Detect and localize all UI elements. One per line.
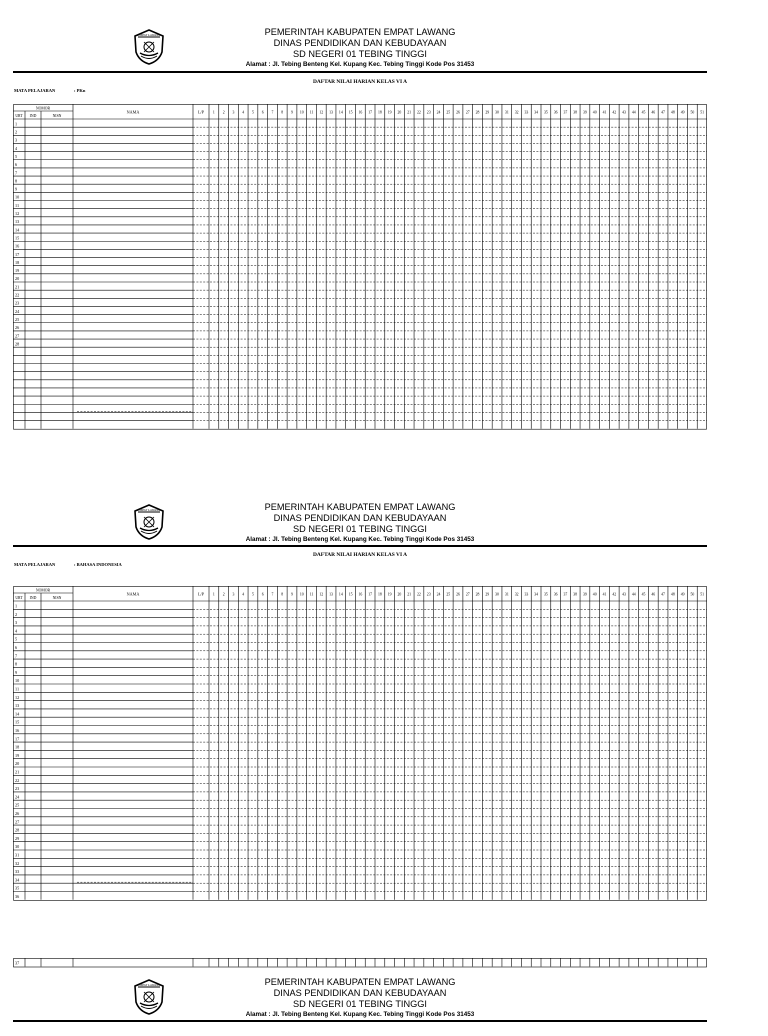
header-score-col: 50 xyxy=(690,592,695,597)
header-score-col: 31 xyxy=(504,110,509,115)
header-score-col: 37 xyxy=(563,592,568,597)
row-number: 29 xyxy=(15,835,20,841)
row-number: 36 xyxy=(15,894,20,899)
row-number: 10 xyxy=(15,194,20,200)
grade-table-overflow-grid xyxy=(13,958,707,968)
row-number: 24 xyxy=(15,794,20,800)
header-score-col: 20 xyxy=(397,592,402,597)
row-number: 17 xyxy=(15,251,20,257)
header-rule-1 xyxy=(13,71,707,73)
header-score-col: 30 xyxy=(495,110,499,115)
row-number: 18 xyxy=(15,259,20,265)
header-score-col: 24 xyxy=(436,592,441,597)
header-line-3: SD NEGERI 01 TEBING TINGGI xyxy=(293,999,427,1009)
svg-text:EMPAT LAWANG: EMPAT LAWANG xyxy=(137,508,161,512)
header-address: Alamat : Jl. Tebing Benteng Kel. Kupang Kec. Tebing Tinggi Kode Pos 31453 xyxy=(245,1011,475,1018)
header-line-1: PEMERINTAH KABUPATEN EMPAT LAWANG xyxy=(264,27,456,37)
header-score-col: 27 xyxy=(465,592,470,597)
header-score-col: 12 xyxy=(319,110,324,115)
header-line-3: SD NEGERI 01 TEBING TINGGI xyxy=(293,524,427,534)
row-number: 21 xyxy=(15,769,20,775)
header-score-col: 49 xyxy=(680,592,685,597)
header-score-col: 19 xyxy=(387,110,392,115)
header-score-col: 21 xyxy=(407,592,412,597)
subject-row-2 xyxy=(14,562,122,567)
header-line-2: DINAS PENDIDIKAN DAN KEBUDAYAAN xyxy=(273,38,447,48)
header-score-col: 4 xyxy=(242,592,245,597)
row-number: 19 xyxy=(15,752,20,758)
header-score-col: 29 xyxy=(485,592,490,597)
letterhead-1 xyxy=(0,26,768,86)
header-score-col: 40 xyxy=(592,110,597,115)
row-number: 6 xyxy=(15,645,18,650)
row-number: 30 xyxy=(15,844,20,850)
header-ind: IND xyxy=(29,114,37,118)
header-score-col: 41 xyxy=(602,592,607,597)
row-number: 3 xyxy=(15,620,18,626)
row-number: 33 xyxy=(15,869,20,875)
header-score-col: 38 xyxy=(573,110,578,115)
header-score-col: 28 xyxy=(475,592,480,597)
header-score-col: 32 xyxy=(514,110,519,115)
row-number: 14 xyxy=(15,227,20,233)
header-score-col: 12 xyxy=(319,592,324,597)
header-score-col: 17 xyxy=(368,592,373,597)
row-number: 9 xyxy=(15,186,18,192)
grade-table-2-overflow xyxy=(13,958,707,968)
header-score-col: 21 xyxy=(407,110,412,115)
row-number: 19 xyxy=(15,268,20,274)
header-score-col: 36 xyxy=(553,592,558,597)
header-score-col: 23 xyxy=(426,110,431,115)
header-score-col: 50 xyxy=(690,110,695,115)
header-score-col: 16 xyxy=(358,592,363,597)
row-number: 23 xyxy=(15,786,20,792)
row-number: 26 xyxy=(15,811,20,816)
row-number: 3 xyxy=(15,137,18,143)
header-rule-3 xyxy=(13,1020,707,1022)
svg-text:EMPAT LAWANG: EMPAT LAWANG xyxy=(137,983,161,987)
row-number: 15 xyxy=(15,719,20,725)
header-score-col: 13 xyxy=(329,592,333,597)
header-urt: URT xyxy=(15,596,23,600)
header-score-col: 25 xyxy=(446,110,451,115)
header-address: Alamat : Jl. Tebing Benteng Kel. Kupang Kec. Tebing Tinggi Kode Pos 31453 xyxy=(245,61,475,68)
subject-row-1 xyxy=(14,88,85,93)
header-score-col: 51 xyxy=(700,592,705,597)
header-score-col: 18 xyxy=(377,592,382,597)
header-score-col: 45 xyxy=(641,592,646,597)
header-score-col: 2 xyxy=(222,110,225,115)
row-number: 12 xyxy=(15,211,20,216)
row-number: 8 xyxy=(15,661,18,667)
row-number: 13 xyxy=(15,219,20,225)
header-score-col: 8 xyxy=(281,110,284,115)
row-number: 12 xyxy=(15,694,20,700)
row-number: 20 xyxy=(15,276,20,282)
row-number: 9 xyxy=(15,669,18,675)
header-lp: L/P xyxy=(197,591,205,597)
row-number: 7 xyxy=(15,653,18,659)
header-score-col: 26 xyxy=(456,110,460,115)
row-number: 10 xyxy=(15,678,20,684)
header-score-col: 43 xyxy=(622,592,626,597)
header-score-col: 31 xyxy=(504,592,509,597)
row-number: 2 xyxy=(15,611,18,617)
header-score-col: 8 xyxy=(281,592,284,597)
header-score-col: 37 xyxy=(563,110,568,115)
header-score-col: 22 xyxy=(417,110,421,115)
header-score-col: 6 xyxy=(261,110,264,115)
header-score-col: 16 xyxy=(358,110,363,115)
header-nisn: NISN xyxy=(52,114,62,118)
row-number: 13 xyxy=(15,703,20,709)
row-number: 24 xyxy=(15,308,20,314)
row-number: 16 xyxy=(15,243,20,249)
grade-table-grid xyxy=(13,586,707,901)
header-score-col: 11 xyxy=(309,110,314,115)
header-score-col: 3 xyxy=(232,592,235,597)
header-score-col: 23 xyxy=(426,592,431,597)
row-number: 5 xyxy=(15,636,18,642)
header-score-col: 40 xyxy=(592,592,597,597)
subject-value: : BAHASA INDONESIA xyxy=(74,562,122,567)
row-number: 22 xyxy=(15,777,20,783)
header-score-col: 5 xyxy=(251,592,254,597)
header-score-col: 11 xyxy=(309,592,314,597)
row-number: 5 xyxy=(15,153,18,159)
header-score-col: 43 xyxy=(622,110,626,115)
header-score-col: 46 xyxy=(651,110,656,115)
header-score-col: 48 xyxy=(670,592,675,597)
header-score-col: 24 xyxy=(436,110,441,115)
header-score-col: 1 xyxy=(212,110,215,115)
header-score-col: 19 xyxy=(387,592,392,597)
header-line-1: PEMERINTAH KABUPATEN EMPAT LAWANG xyxy=(264,977,456,987)
header-score-col: 14 xyxy=(338,110,343,115)
header-score-col: 33 xyxy=(524,592,529,597)
header-score-col: 25 xyxy=(446,592,451,597)
header-ind: IND xyxy=(29,596,37,600)
svg-text:EMPAT LAWANG: EMPAT LAWANG xyxy=(137,33,161,37)
header-score-col: 10 xyxy=(299,592,304,597)
header-score-col: 9 xyxy=(291,110,293,115)
row-number: 18 xyxy=(15,744,20,750)
subject-value: : PKn xyxy=(74,88,86,93)
header-score-col: 1 xyxy=(212,592,215,597)
header-score-col: 27 xyxy=(465,110,470,115)
header-score-col: 42 xyxy=(612,110,617,115)
grade-table-1 xyxy=(13,104,707,430)
header-lp: L/P xyxy=(197,109,205,115)
header-score-col: 6 xyxy=(261,592,264,597)
header-nama: NAMA xyxy=(126,591,140,597)
header-score-col: 47 xyxy=(661,110,665,115)
header-line-1: PEMERINTAH KABUPATEN EMPAT LAWANG xyxy=(264,502,456,512)
header-score-col: 51 xyxy=(700,110,705,115)
row-number: 11 xyxy=(15,202,20,208)
row-number: 31 xyxy=(15,852,20,858)
header-score-col: 28 xyxy=(475,110,480,115)
header-score-col: 20 xyxy=(397,110,402,115)
header-score-col: 5 xyxy=(251,110,254,115)
header-score-col: 42 xyxy=(612,592,617,597)
document-title-1: DAFTAR NILAI HARIAN KELAS VI A xyxy=(312,79,407,85)
row-number: 23 xyxy=(15,300,20,306)
header-score-col: 9 xyxy=(291,592,293,597)
row-number: 2 xyxy=(15,129,18,135)
header-score-col: 39 xyxy=(583,592,587,597)
header-score-col: 10 xyxy=(299,110,304,115)
row-number: 28 xyxy=(15,341,20,347)
header-score-col: 3 xyxy=(232,110,235,115)
header-score-col: 7 xyxy=(271,110,274,115)
row-number: 20 xyxy=(15,761,20,767)
header-nomor: NOMOR xyxy=(35,588,51,593)
header-rule-2 xyxy=(13,545,707,547)
row-number: 15 xyxy=(15,235,20,241)
header-score-col: 48 xyxy=(670,110,675,115)
row-number: 4 xyxy=(15,628,18,634)
header-score-col: 34 xyxy=(534,592,539,597)
row-number: 21 xyxy=(15,284,20,290)
header-score-col: 26 xyxy=(456,592,460,597)
row-number: 27 xyxy=(15,333,20,339)
row-number: 26 xyxy=(15,325,20,331)
header-score-col: 15 xyxy=(348,110,353,115)
row-number: 11 xyxy=(15,686,20,692)
row-number: 22 xyxy=(15,292,20,298)
grade-table-2 xyxy=(13,586,707,901)
subject-label: MATA PELAJARAN xyxy=(14,88,56,93)
header-score-col: 13 xyxy=(329,110,333,115)
header-line-2: DINAS PENDIDIKAN DAN KEBUDAYAAN xyxy=(273,513,447,523)
header-score-col: 29 xyxy=(485,110,490,115)
header-address: Alamat : Jl. Tebing Benteng Kel. Kupang Kec. Tebing Tinggi Kode Pos 31453 xyxy=(245,536,475,543)
header-score-col: 45 xyxy=(641,110,646,115)
header-score-col: 39 xyxy=(583,110,587,115)
row-number: 35 xyxy=(15,885,20,891)
header-score-col: 7 xyxy=(271,592,274,597)
row-number: 4 xyxy=(15,145,18,151)
header-nisn: NISN xyxy=(52,596,62,600)
table-border xyxy=(14,587,707,901)
subject-label: MATA PELAJARAN xyxy=(14,562,56,567)
header-nama: NAMA xyxy=(126,109,140,115)
header-score-col: 46 xyxy=(651,592,656,597)
header-score-col: 15 xyxy=(348,592,353,597)
header-score-col: 22 xyxy=(417,592,421,597)
row-number: 34 xyxy=(15,877,20,883)
header-score-col: 47 xyxy=(661,592,665,597)
header-score-col: 14 xyxy=(338,592,343,597)
row-number: 14 xyxy=(15,711,20,717)
letterhead-3 xyxy=(0,976,768,1036)
row-number: 6 xyxy=(15,162,18,168)
header-score-col: 49 xyxy=(680,110,685,115)
header-score-col: 2 xyxy=(222,592,225,597)
row-number: 25 xyxy=(15,802,20,808)
table-border xyxy=(14,959,707,968)
header-nomor: NOMOR xyxy=(35,106,51,111)
header-line-3: SD NEGERI 01 TEBING TINGGI xyxy=(293,49,427,59)
header-score-col: 44 xyxy=(631,592,636,597)
grade-table-grid xyxy=(13,104,707,430)
row-number: 1 xyxy=(15,603,18,609)
header-urt: URT xyxy=(15,114,23,118)
header-score-col: 32 xyxy=(514,592,519,597)
header-score-col: 4 xyxy=(242,110,245,115)
header-score-col: 30 xyxy=(495,592,499,597)
row-number: 28 xyxy=(15,827,20,833)
row-number: 32 xyxy=(15,860,20,866)
header-score-col: 35 xyxy=(543,110,548,115)
header-score-col: 35 xyxy=(543,592,548,597)
header-score-col: 33 xyxy=(524,110,529,115)
document-title-2: DAFTAR NILAI HARIAN KELAS VI A xyxy=(312,552,407,558)
row-number: 25 xyxy=(15,316,20,322)
header-score-col: 18 xyxy=(377,110,382,115)
table-border xyxy=(14,105,707,430)
row-number: 7 xyxy=(15,170,18,176)
header-score-col: 36 xyxy=(553,110,558,115)
row-number: 37 xyxy=(15,960,20,966)
header-line-2: DINAS PENDIDIKAN DAN KEBUDAYAAN xyxy=(273,988,447,998)
row-number: 27 xyxy=(15,819,20,825)
row-number: 16 xyxy=(15,728,20,733)
header-score-col: 41 xyxy=(602,110,607,115)
header-score-col: 17 xyxy=(368,110,373,115)
row-number: 1 xyxy=(15,121,18,127)
row-number: 17 xyxy=(15,736,20,742)
header-score-col: 44 xyxy=(631,110,636,115)
row-number: 8 xyxy=(15,178,18,184)
header-score-col: 38 xyxy=(573,592,578,597)
header-score-col: 34 xyxy=(534,110,539,115)
